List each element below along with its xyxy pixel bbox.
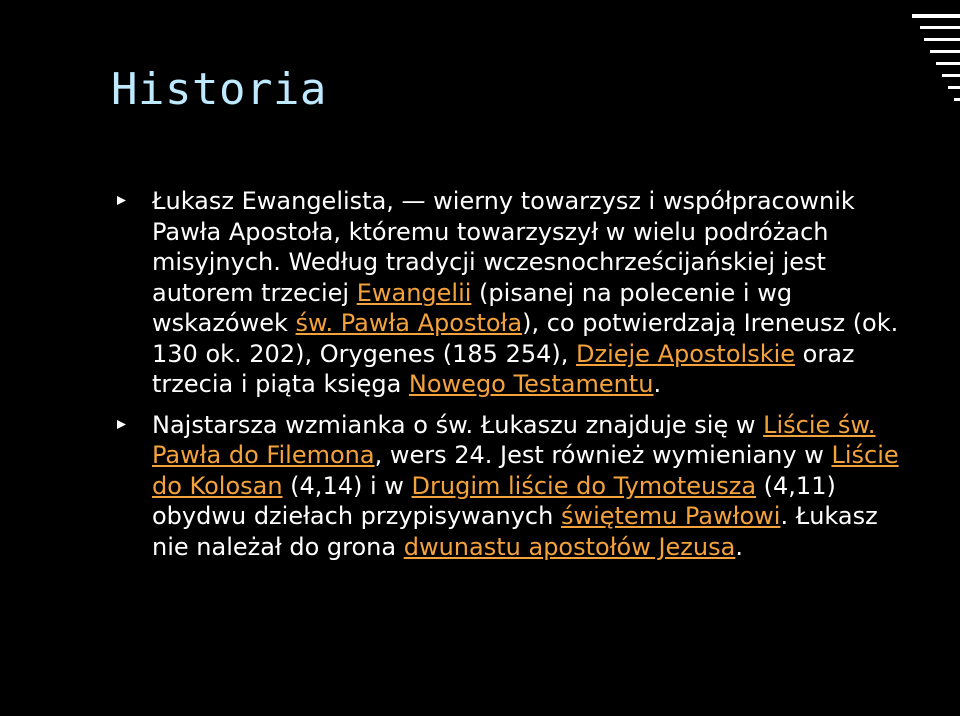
bullet-text: . Łukasz nie należał do grona [152, 502, 878, 561]
hyperlink[interactable]: Nowego Testamentu [408, 370, 654, 398]
bullet-text: (4,11) obydwu dziełach przypisywanych [152, 471, 836, 530]
hyperlink[interactable]: Ewangelii [356, 278, 472, 307]
hyperlink[interactable]: świętemu Pawłowi [560, 502, 781, 530]
hyperlink[interactable]: Liście do Kolosan [152, 441, 899, 500]
bullet-text: Najstarsza wzmianka o św. Łukaszu znajduje się w [152, 410, 764, 439]
bullet-text: oraz trzecia i piąta księga [152, 339, 855, 398]
hyperlink[interactable]: Dzieje Apostolskie [576, 339, 796, 368]
bullet-icon [116, 419, 127, 430]
decorative-bar [936, 62, 960, 65]
bullet-text: (4,14) i w [282, 471, 412, 500]
decorative-bar [948, 86, 960, 89]
bullet-list [112, 186, 902, 572]
bullet-text: Łukasz Ewangelista, — wierny towarzysz i współpracownik Pawła Apostoła, któremu towarzyszył w wielu podróżach misyjnych. Według tradycji wczesnochrześcijańskiej jest autorem trzeciej [152, 187, 855, 307]
hyperlink[interactable]: dwunastu apostołów Jezusa [403, 532, 736, 561]
bullet-text: . [735, 532, 743, 561]
bullet-text: (pisanej na polecenie i wg wskazówek [152, 278, 793, 337]
page-title: Historia [111, 64, 327, 115]
decorative-bar [920, 26, 960, 29]
list-item [112, 410, 902, 563]
decorative-bar [930, 50, 960, 53]
bullet-text: . [653, 370, 662, 398]
decorative-bar [942, 74, 960, 77]
hyperlink[interactable]: św. Pawła Apostoła [295, 309, 523, 337]
bullet-icon [116, 195, 127, 206]
hyperlink[interactable]: Drugim liście do Tymoteusza [411, 471, 757, 500]
bullet-text: , wers 24. Jest również wymieniany w [374, 441, 832, 469]
list-item [112, 186, 902, 400]
bullet-text: ), co potwierdzają Ireneusz (ok. 130 ok. 202), Orygenes (185 254), [152, 309, 899, 368]
decorative-bar [954, 98, 960, 101]
hyperlink[interactable]: Liście św. Pawła do Filemona [152, 410, 876, 469]
decorative-bar [912, 14, 960, 18]
decorative-bar [924, 38, 960, 41]
